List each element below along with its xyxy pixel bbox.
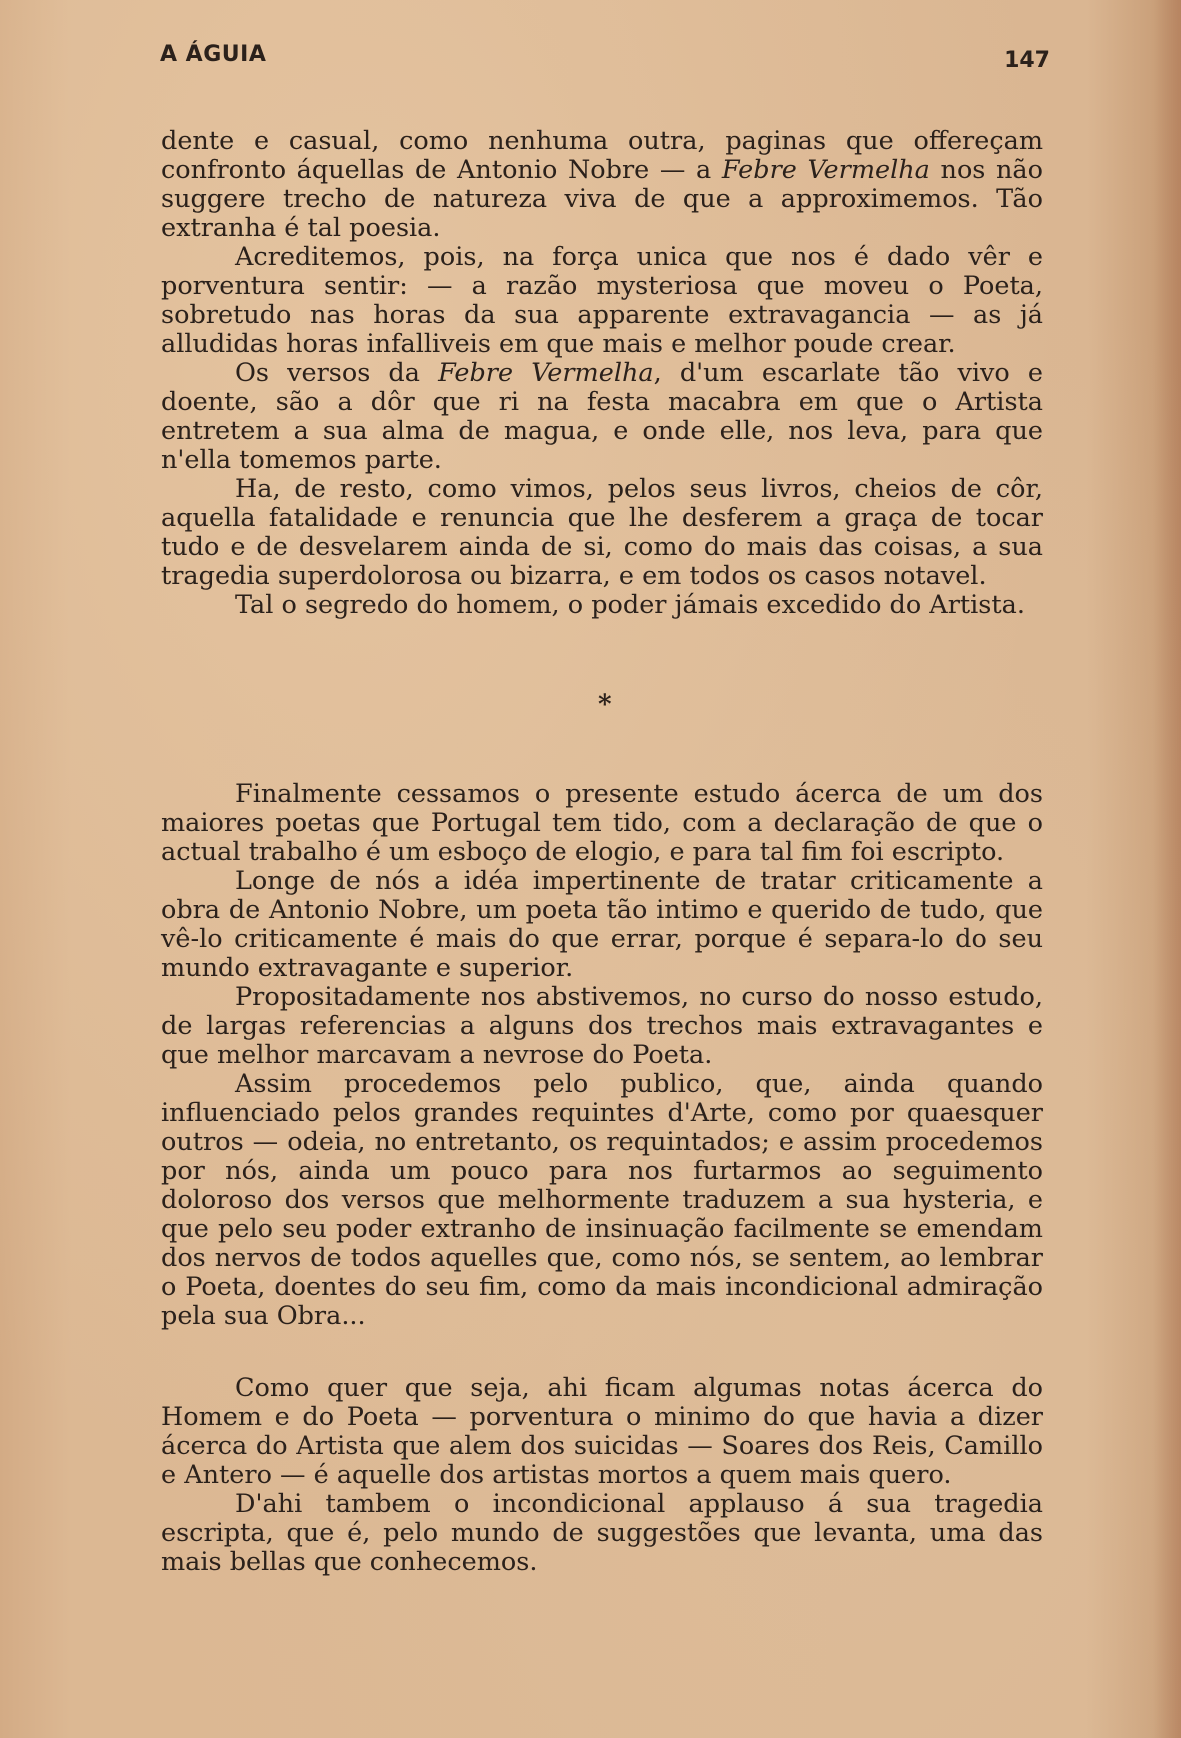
section-1 — [161, 127, 1043, 620]
section-2 — [161, 780, 1043, 1331]
paragraph: Como quer que seja, ahi ficam algumas notas ácerca do Homem e do Poeta — porventura o minimo do que havia a dizer ácerca do Artista que alem dos suicidas — Soares dos Reis, Camillo e Antero — é aquelle dos artistas mortos a quem mais quero. — [161, 1373, 1043, 1490]
section-separator: * — [598, 690, 612, 720]
page-edge-shadow — [1153, 0, 1181, 1738]
running-title: A ÁGUIA — [160, 42, 267, 67]
running-head — [160, 38, 1050, 78]
paragraph: Finalmente cessamos o presente estudo ácerca de um dos maiores poetas que Portugal tem tido, com a declaração de que o actual trabalho é um esboço de elogio, e para tal fim foi escripto. — [161, 779, 1043, 867]
paragraph: Assim procedemos pelo publico, que, ainda quando influenciado pelos grandes requintes d'Arte, como por quaesquer outros — odeia, no entretanto, os requintados; e assim procedemos por nós, ainda um pouco para nos furtarmos ao seguimento doloroso dos versos que melhormente traduzem a sua hysteria, e que pelo seu poder extranho de insinuação facilmente se emendam dos nervos de todos aquelles que, como nós, se sentem, ao lembrar o Poeta, doentes do seu fim, como da mais incondicional admiração pela sua Obra... — [161, 1069, 1043, 1331]
paragraph: Os versos da Febre Vermelha, d'um escarlate tão vivo e doente, são a dôr que ri na festa macabra em que o Artista entretem a sua alma de magua, e onde elle, nos leva, para que n'ella tomemos parte. — [161, 358, 1043, 475]
paragraph: Propositadamente nos abstivemos, no curso do nosso estudo, de largas referencias a alguns dos trechos mais extravagantes e que melhor marcavam a nevrose do Poeta. — [161, 982, 1043, 1070]
paragraph: Acreditemos, pois, na força unica que nos é dado vêr e porventura sentir: — a razão mysteriosa que moveu o Poeta, sobretudo nas horas da sua apparente extravagancia — as já alludidas horas infalliveis em que mais e melhor poude crear. — [161, 242, 1043, 359]
paragraph: Ha, de resto, como vimos, pelos seus livros, cheios de côr, aquella fatalidade e renuncia que lhe desferem a graça de tocar tudo e de desvelarem ainda de si, como do mais das coisas, a sua tragedia superdolorosa ou bizarra, e em todos os casos notavel. — [161, 474, 1043, 591]
page-number: 147 — [1004, 48, 1050, 73]
section-3 — [161, 1374, 1043, 1577]
paragraph: D'ahi tambem o incondicional applauso á sua tragedia escripta, que é, pelo mundo de suggestões que levanta, uma das mais bellas que conhecemos. — [161, 1489, 1043, 1577]
paragraph: dente e casual, como nenhuma outra, paginas que offereçam confronto áquellas de Antonio Nobre — a Febre Vermelha nos não suggere trecho de natureza viva de que a approximemos. Tão extranha é tal poesia. — [161, 126, 1043, 243]
paragraph: Tal o segredo do homem, o poder jámais excedido do Artista. — [235, 590, 1025, 620]
paragraph: Longe de nós a idéa impertinente de tratar criticamente a obra de Antonio Nobre, um poeta tão intimo e querido de tudo, que vê-lo criticamente é mais do que errar, porque é separa-lo do seu mundo extravagante e superior. — [161, 866, 1043, 983]
